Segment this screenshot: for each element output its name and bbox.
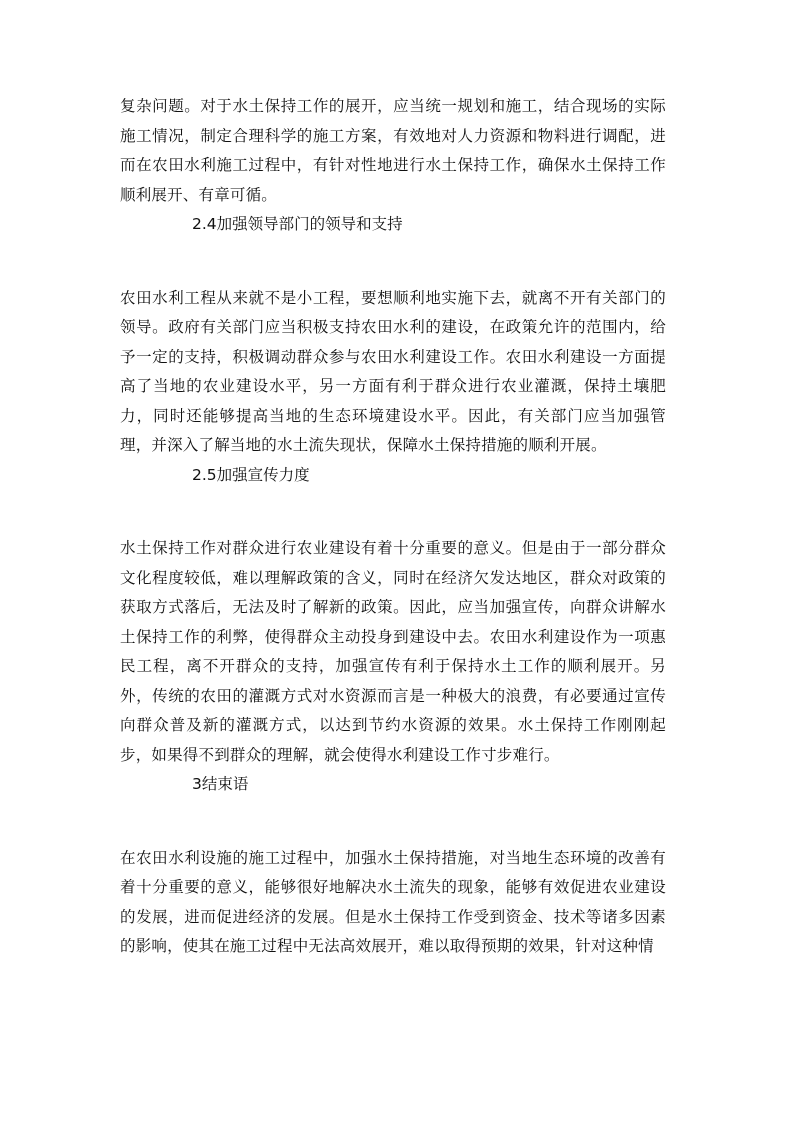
- section-heading-2-5: 2.5加强宣传力度: [192, 465, 310, 484]
- section-heading-3-conclusion: 3结束语: [192, 775, 249, 793]
- paragraph-leadership-support: 农田水利工程从来就不是小工程，要想顺利地实施下去，就离不开有关部门的领导。政府有关部门应当积极支持农田水利的建设，在政策允许的范围内，给予一定的支持，积极调动群众参与农田水利建设工作。农田水利建设一方面提高了当地的农业建设水平，另一方面有利于群众进行农业灌溉，保持土壤肥力，同时还能够提高当地的生态环境建设水平。因此，有关部门应当加强管理，并深入了解当地的水土流失现状，保障水土保持措施的顺利开展。: [120, 288, 666, 454]
- section-heading-2-4: 2.4加强领导部门的领导和支持: [192, 215, 403, 233]
- spacer: [120, 800, 666, 844]
- spacer: [120, 490, 666, 534]
- document-body: [120, 92, 666, 962]
- paragraph-conclusion: 在农田水利设施的施工过程中，加强水土保持措施，对当地生态环境的改善有着十分重要的意义，能够很好地解决水土流失的现象，能够有效促进农业建设的发展，进而促进经济的发展。但是水土保持工作受到资金、技术等诸多因素的影响，使其在施工过程中无法高效展开，难以取得预期的效果，针对这种情: [120, 848, 666, 955]
- paragraph-complex-issues: 复杂问题。对于水土保持工作的展开，应当统一规划和施工，结合现场的实际施工情况，制定合理科学的施工方案，有效地对人力资源和物料进行调配，进而在农田水利施工过程中，有针对性地进行水土保持工作，确保水土保持工作顺利展开、有章可循。: [120, 97, 666, 204]
- spacer: [120, 240, 666, 284]
- paragraph-publicity: 水土保持工作对群众进行农业建设有着十分重要的意义。但是由于一部分群众文化程度较低，难以理解政策的含义，同时在经济欠发达地区，群众对政策的获取方式落后，无法及时了解新的政策。因此，应当加强宣传，向群众讲解水土保持工作的利弊，使得群众主动投身到建设中去。农田水利建设作为一项惠民工程，离不开群众的支持，加强宣传有利于保持水土工作的顺利展开。另外，传统的农田的灌溉方式对水资源而言是一种极大的浪费，有必要通过宣传向群众普及新的灌溉方式，以达到节约水资源的效果。水土保持工作刚刚起步，如果得不到群众的理解，就会使得水利建设工作寸步难行。: [120, 539, 666, 764]
